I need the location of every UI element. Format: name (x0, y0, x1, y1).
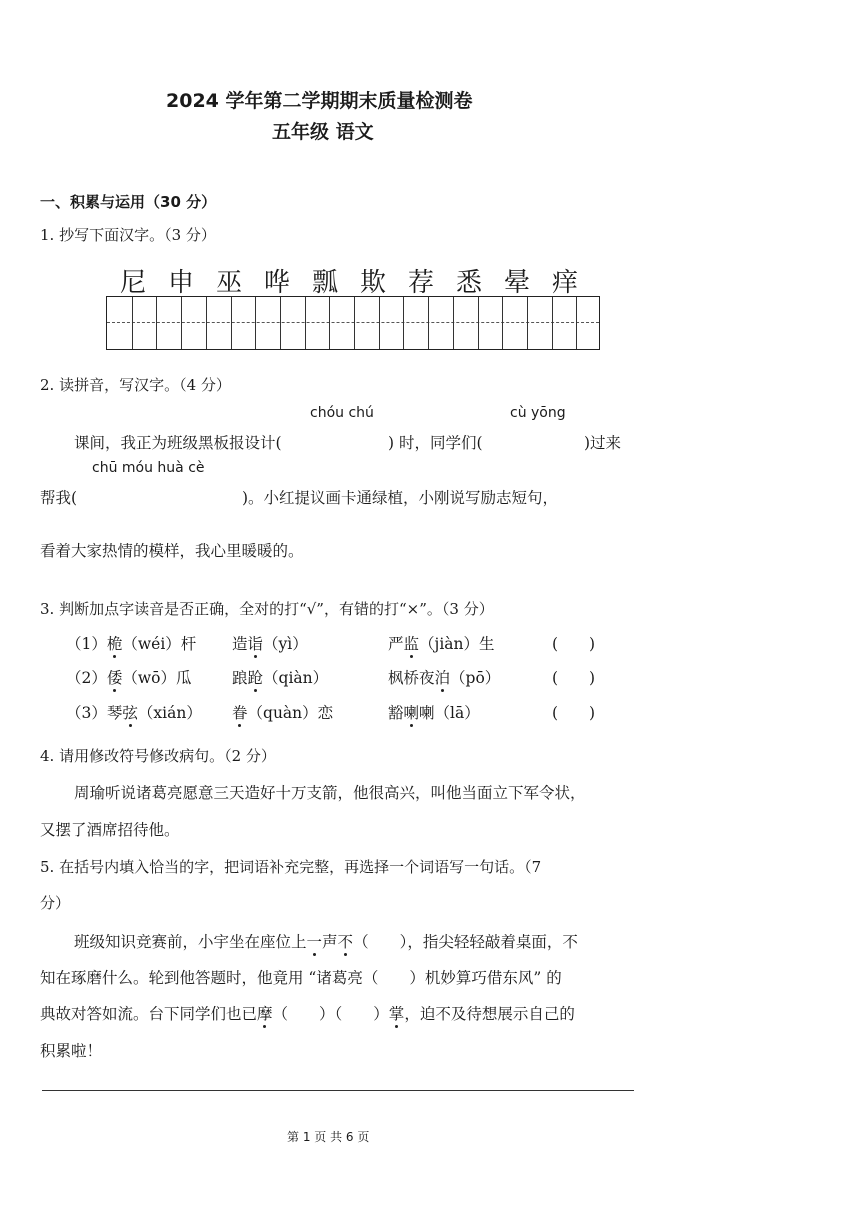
q3-item-a (66, 701, 202, 723)
q3-item-b (232, 666, 328, 688)
q5-line4: 积累啦！ (40, 1042, 103, 1060)
dotted-char: 桅 (106, 635, 123, 653)
copy-character: 欺 (359, 268, 386, 298)
grid-divider (156, 297, 157, 349)
q5-line3-c: ，迫不及待想展示自己的 (404, 1005, 575, 1023)
text-segment: 造 (232, 635, 248, 653)
exam-subtitle: 五年级 语文 (272, 121, 374, 143)
q2-line1-b: ) 时，同学们( (388, 434, 483, 452)
dotted-char: 跄 (247, 669, 264, 687)
q3-item-c (388, 632, 495, 654)
answer-blank[interactable]: ( ) (552, 704, 596, 722)
grid-divider (527, 297, 528, 349)
q2-line2-a: 帮我( (40, 489, 78, 507)
page-number: 第 1 页 共 6 页 (287, 1130, 370, 1144)
q4-sentence-line2: 又摆了酒席招待他。 (40, 821, 180, 839)
text-segment: （pō） (450, 669, 501, 687)
text-segment: （1） (66, 635, 107, 653)
q5-line1-a: 班级知识竞赛前，小宇坐在座位上 (74, 933, 307, 951)
grid-divider (478, 297, 479, 349)
q2-line1-a: 课间，我正为班级黑板报设计( (74, 434, 282, 452)
q4-sentence-line1: 周瑜听说诸葛亮愿意三天造好十万支箭，他很高兴，叫他当面立下军令状， (74, 784, 586, 802)
text-segment: 琴 (106, 704, 123, 722)
q5-line2: 知在琢磨什么。轮到他答题时，他竟用 “诸葛亮（ ）机妙算巧借东风” 的 (40, 969, 562, 987)
q3-item-c (388, 701, 480, 723)
question-2-prompt: 2. 读拼音，写汉字。（4 分） (40, 376, 231, 394)
grid-divider (552, 297, 553, 349)
q3-item-c (388, 666, 500, 688)
dotted-char: 诣 (247, 635, 264, 653)
grid-divider (453, 297, 454, 349)
copy-character: 尼 (119, 268, 146, 298)
dotted-char: 喇 (403, 704, 420, 722)
text-segment: （qiàn） (263, 669, 329, 687)
q5-line1 (74, 930, 578, 952)
pinyin-cuyong: cù yōng (510, 405, 566, 421)
text-segment: 喇（lā） (419, 704, 480, 722)
dotted-char: 一 (306, 933, 323, 951)
grid-divider (305, 297, 306, 349)
dotted-char: 泊 (434, 669, 451, 687)
copy-characters (110, 262, 590, 299)
text-segment: 豁 (388, 704, 404, 722)
text-segment: 严 (388, 635, 404, 653)
q5-line1-mid: 声 (322, 933, 338, 951)
text-segment: （yì） (263, 635, 308, 653)
q3-item-b (232, 701, 333, 723)
pinyin-chouchu: chóu chú (310, 405, 374, 421)
text-segment: 枫桥夜 (388, 669, 435, 687)
copy-character: 申 (167, 268, 194, 298)
grid-divider (354, 297, 355, 349)
question-5-prompt-line1: 5. 在括号内填入恰当的字，把词语补充完整，再选择一个词语写一句话。（7 (40, 858, 542, 876)
grid-divider (329, 297, 330, 349)
grid-divider (132, 297, 133, 349)
q5-line1-b: （ ），指尖轻轻敲着桌面，不 (353, 933, 578, 951)
grid-divider (231, 297, 232, 349)
question-1-prompt: 1. 抄写下面汉字。（3 分） (40, 226, 216, 244)
q2-line1-c: )过来 (584, 434, 622, 452)
dotted-char: 弦 (122, 704, 138, 722)
dotted-char: 不 (337, 933, 354, 951)
exam-title: 2024 学年第二学期期末质量检测卷 (166, 90, 473, 112)
dotted-char: 摩 (257, 1005, 273, 1023)
copy-character: 荐 (407, 268, 434, 298)
copy-character: 哗 (263, 268, 290, 298)
writing-grid[interactable] (106, 296, 600, 350)
text-segment: （wéi）杆 (122, 635, 197, 653)
text-segment: （xián） (137, 704, 202, 722)
text-segment: （quàn）恋 (247, 704, 334, 722)
grid-divider (576, 297, 577, 349)
grid-divider (280, 297, 281, 349)
text-segment: （2） (66, 669, 107, 687)
text-segment: （wō）瓜 (122, 669, 192, 687)
text-segment: （3） (66, 704, 107, 722)
q2-line2-b: )。小红提议画卡通绿植，小刚说写励志短句， (242, 489, 559, 507)
text-segment: 踉 (232, 669, 248, 687)
question-4-prompt: 4. 请用修改符号修改病句。（2 分） (40, 747, 276, 765)
grid-divider (255, 297, 256, 349)
dotted-char: 掌 (388, 1005, 405, 1023)
grid-divider (502, 297, 503, 349)
copy-character: 巫 (215, 268, 242, 298)
copy-character: 晕 (503, 268, 530, 298)
q3-item-b (232, 632, 308, 654)
answer-blank[interactable]: ( ) (552, 669, 596, 687)
copy-character: 瓢 (311, 268, 338, 298)
pinyin-chumouhuace: chū móu huà cè (92, 460, 205, 476)
grid-divider (403, 297, 404, 349)
q3-item-a (66, 632, 196, 654)
q2-line3: 看着大家热情的模样，我心里暖暖的。 (40, 542, 304, 560)
q5-line3-a: 典故对答如流。台下同学们也已 (40, 1005, 258, 1023)
copy-character: 悉 (455, 268, 482, 298)
grid-divider (379, 297, 380, 349)
question-3-prompt: 3. 判断加点字读音是否正确，全对的打“√”，有错的打“×”。（3 分） (40, 600, 494, 618)
text-segment: （jiàn）生 (419, 635, 495, 653)
answer-blank[interactable]: ( ) (552, 635, 596, 653)
question-5-prompt-line2: 分） (40, 894, 71, 912)
dotted-char: 倭 (106, 669, 123, 687)
dotted-char: 监 (403, 635, 420, 653)
dotted-char: 眷 (232, 704, 248, 722)
q3-item-a (66, 666, 192, 688)
answer-line[interactable] (42, 1090, 634, 1091)
grid-divider (206, 297, 207, 349)
q5-line3-b: （ ）（ ） (272, 1005, 389, 1023)
grid-divider (181, 297, 182, 349)
section-heading: 一、积累与运用（30 分） (40, 193, 217, 211)
copy-character: 痒 (551, 268, 578, 298)
q5-line3 (40, 1002, 575, 1024)
grid-divider (428, 297, 429, 349)
